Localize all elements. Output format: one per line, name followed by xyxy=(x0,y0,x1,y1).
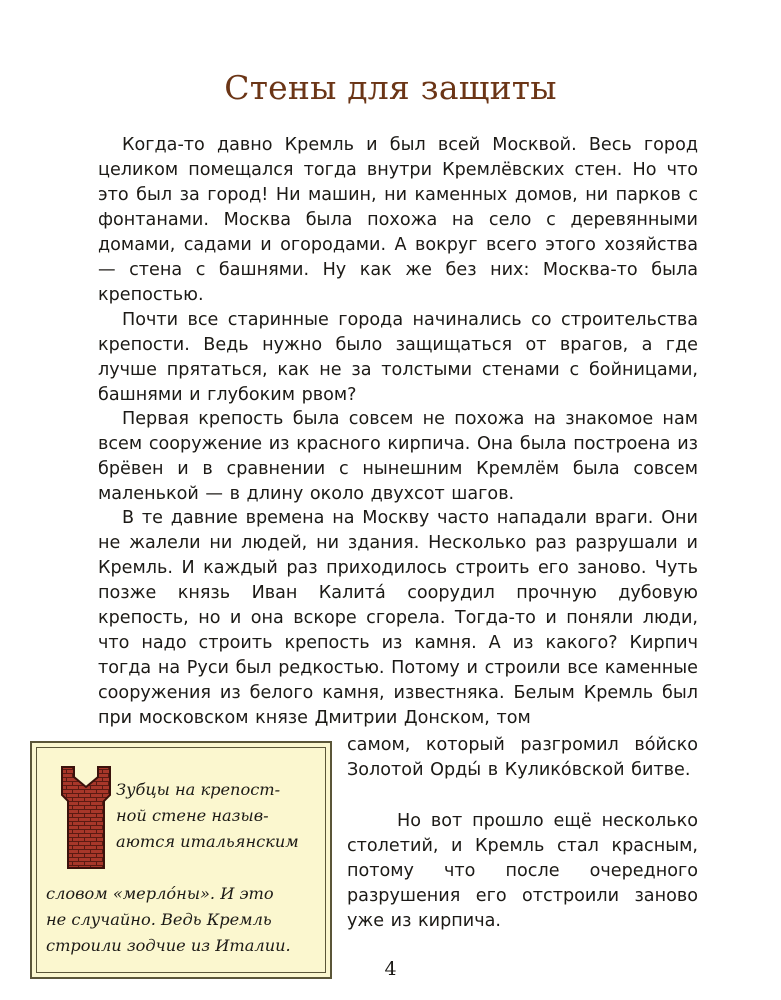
page-number: 4 xyxy=(384,958,397,980)
paragraph-3: Первая крепость была совсем не похожа на знакомое нам всем сооружение из красного кирпича. Она была построена из брёвен и в сравнении с нынешним Кремлём была совсем маленькой — в длину около двухсот шагов. xyxy=(98,409,698,504)
merlon-icon xyxy=(60,765,112,870)
paragraph-2: Почти все старинные города начинались со строительства крепости. Ведь нужно было защищаться от врагов, а где лучше прятаться, как не за толстыми стенами с бойницами, башнями и глубоким рвом? xyxy=(98,310,698,405)
sidebar-text-below-icon: словом «мерло́ны». И это не случайно. Ведь Кремль строили зодчие из Италии. xyxy=(46,884,291,955)
paragraph-4-part-2: самом, который разгромил во́йско Золотой Орды́ в Кулико́вской битве. xyxy=(347,735,698,780)
paragraph-5: Но вот прошло ещё несколько столетий, и Кремль стал красным, потому что после очередного разрушения его отстроили заново уже из кирпича. xyxy=(347,811,698,931)
merlon-info-box xyxy=(30,741,332,979)
page-title: Стены для защиты xyxy=(224,68,557,107)
paragraph-1: Когда-то давно Кремль и был всей Москвой. Весь город целиком помещался тогда внутри Кремлёвских стен. Но что это был за город! Ни машин, ни каменных домов, ни парков с фонтанами. Москва была похожа на село с деревянными домами, садами и огородами. А вокруг всего этого хозяйства — стена с башнями. Ну как же без них: Москва-то была крепостью. xyxy=(98,135,698,305)
sidebar-text-beside-icon: Зубцы на крепост- ной стене назыв- аются итальянским xyxy=(116,780,299,851)
paragraph-4-part-1: В те давние времена на Москву часто нападали враги. Они не жалели ни людей, ни здания. Несколько раз разрушали и Кремль. И каждый раз приходилось строить его заново. Чуть позже князь Иван Калита́ соорудил прочную дубовую крепость, но и она вскоре сгорела. Тогда-то и поняли люди, что надо строить крепость из камня. А из какого? Кирпич тогда на Руси был редкостью. Потому и строили все каменные сооружения из белого камня, известняка. Белым Кремль был при московском князе Дмитрии Донском, том xyxy=(98,508,698,728)
